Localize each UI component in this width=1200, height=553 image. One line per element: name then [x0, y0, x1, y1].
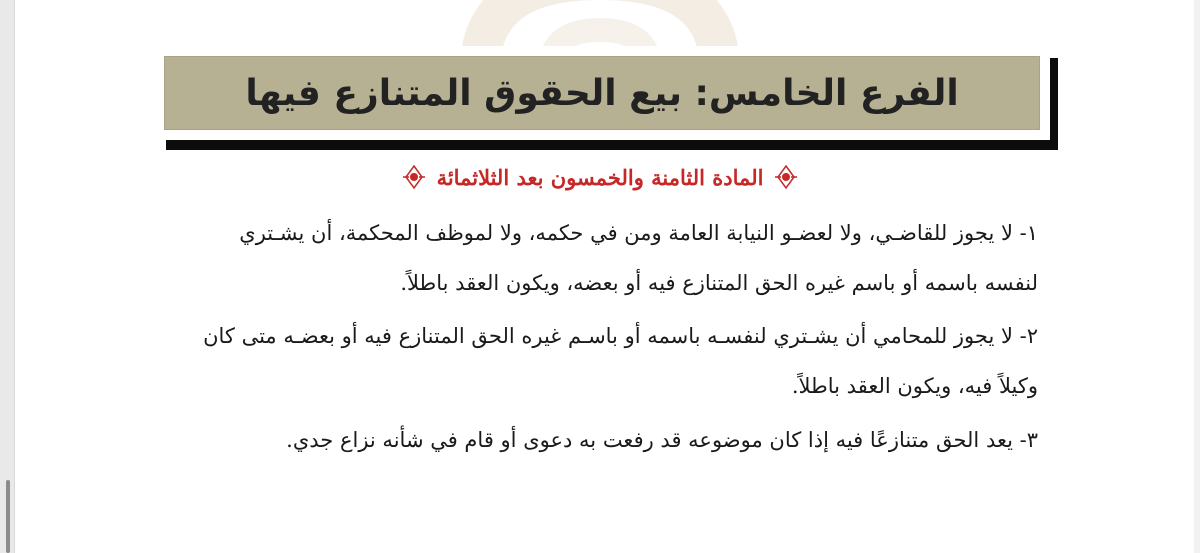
decorative-bracket-icon	[773, 164, 799, 190]
article-heading	[360, 158, 840, 196]
article-heading-text: المادة الثامنة والخمسون بعد الثلاثمائة	[436, 164, 764, 190]
paragraph-line: ٣- يعد الحق متنازعًا فيه إذا كان موضوعه قد رفعت به دعوى أو قام في شأنه نزاع جدي.	[286, 428, 1038, 452]
decorative-bracket-icon	[401, 164, 427, 190]
section-header	[164, 56, 1040, 130]
paragraph-line: ١- لا يجوز للقاضـي، ولا لعضـو النيابة العامة ومن في حكمه، ولا لموظف المحكمة، أن يشـتري	[239, 221, 1038, 245]
vertical-scrollbar-thumb[interactable]	[6, 480, 10, 553]
paragraph-line: ٢- لا يجوز للمحامي أن يشـتري لنفسـه باسمه أو باسـم غيره الحق المتنازع فيه أو بعضـه متى كان	[203, 324, 1038, 348]
paragraph-2	[160, 311, 1038, 411]
viewer-right-gutter	[1194, 0, 1200, 553]
viewer-left-gutter	[0, 0, 14, 553]
paragraph-line: لنفسه باسمه أو باسم غيره الحق المتنازع فيه أو بعضه، ويكون العقد باطلاً.	[400, 271, 1038, 295]
viewer-divider	[14, 0, 15, 553]
paragraph-1	[160, 208, 1038, 308]
paragraph-line: وكيلاً فيه، ويكون العقد باطلاً.	[791, 374, 1038, 398]
section-title: الفرع الخامس: بيع الحقوق المتنازع فيها	[245, 72, 959, 114]
paragraph-3	[160, 415, 1038, 465]
